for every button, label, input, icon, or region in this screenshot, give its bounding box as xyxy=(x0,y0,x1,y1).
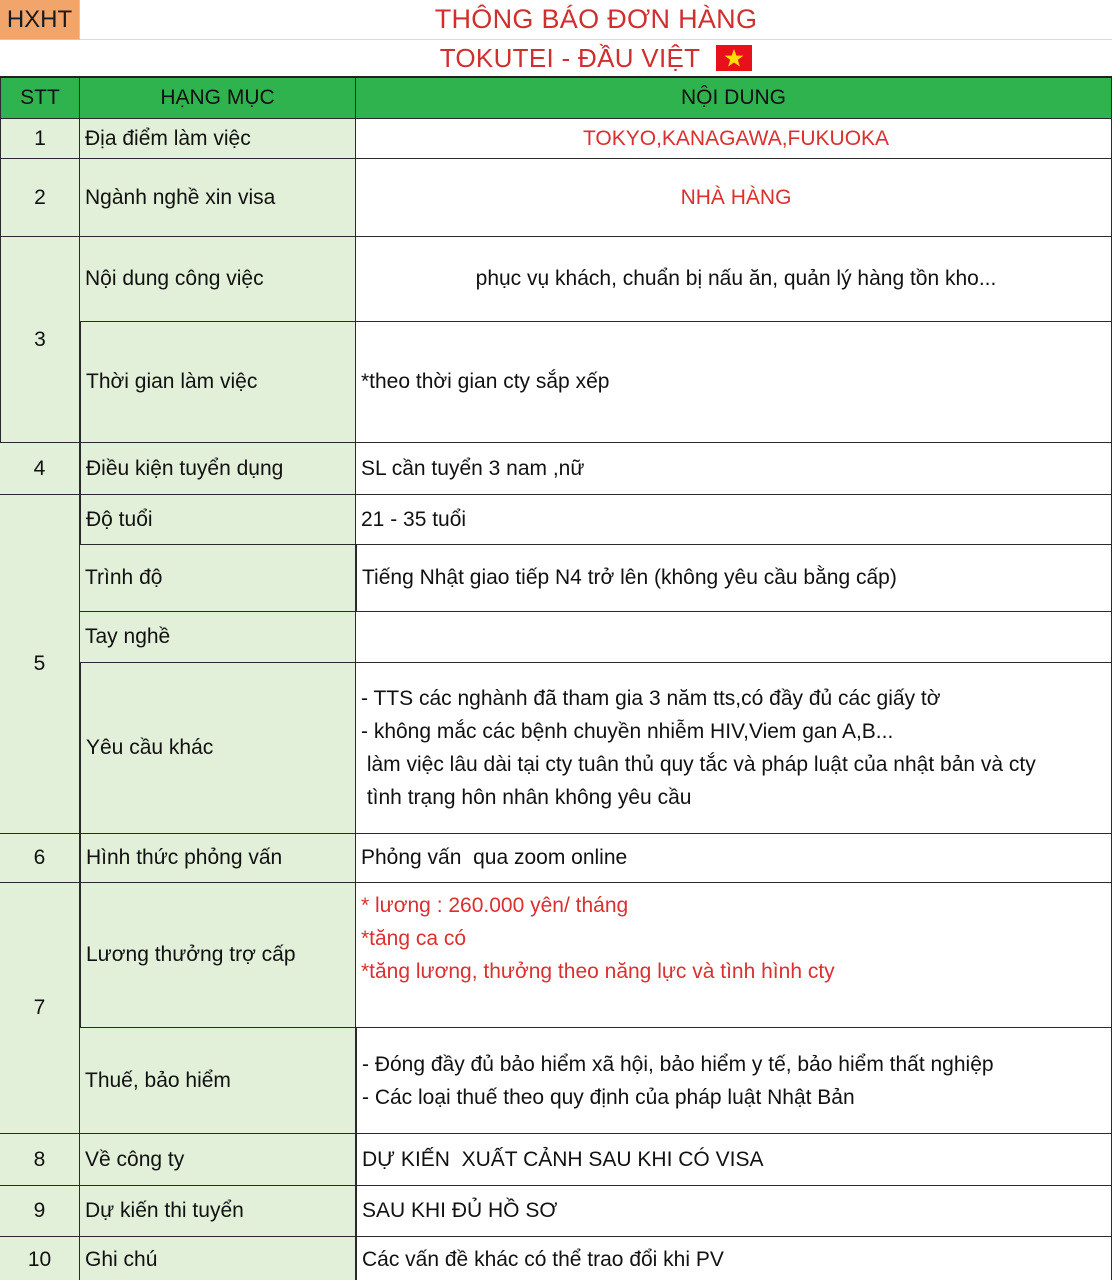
row-label-skill: Tay nghề xyxy=(80,612,356,663)
page-subtitle xyxy=(80,40,1112,76)
row-value-notes: Các vấn đề khác có thể trao đổi khi PV xyxy=(356,1237,1112,1280)
row-label-company: Về công ty xyxy=(80,1134,356,1186)
row-value-level: Tiếng Nhật giao tiếp N4 trở lên (không yêu cầu bằng cấp) xyxy=(356,545,1112,612)
row-number: 6 xyxy=(0,834,80,883)
row-number: 5 xyxy=(0,495,80,834)
column-header-stt: STT xyxy=(0,78,80,119)
column-header-content: NỘI DUNG xyxy=(356,78,1112,119)
row-value-work-time: *theo thời gian cty sắp xếp xyxy=(356,322,1112,443)
row-value-interview-format: Phỏng vấn qua zoom online xyxy=(356,834,1112,883)
row-number: 4 xyxy=(0,443,80,495)
tax-line: - Đóng đầy đủ bảo hiểm xã hội, bảo hiểm y tế, bảo hiểm thất nghiệp xyxy=(362,1052,994,1076)
job-order-table xyxy=(0,76,1112,1280)
column-header-category: HẠNG MỤC xyxy=(80,78,356,119)
row-label-interview-format: Hình thức phỏng vấn xyxy=(80,834,356,883)
row-value-salary xyxy=(356,883,1112,1028)
salary-line: * lương : 260.000 yên/ tháng xyxy=(361,894,629,917)
row-label-other-requirements: Yêu cầu khác xyxy=(80,663,356,834)
row-number: 1 xyxy=(0,119,80,159)
brand-label: HXHT xyxy=(0,0,80,40)
row-value-company: DỰ KIẾN XUẤT CẢNH SAU KHI CÓ VISA xyxy=(356,1134,1112,1186)
requirement-line: - TTS các nghành đã tham gia 3 năm tts,có đầy đủ các giấy tờ xyxy=(361,687,941,710)
row-value-recruit-conditions: SL cần tuyển 3 nam ,nữ xyxy=(356,443,1112,495)
row-value-workplace: TOKYO,KANAGAWA,FUKUOKA xyxy=(356,119,1112,159)
tax-line: - Các loại thuế theo quy định của pháp luật Nhật Bản xyxy=(362,1085,855,1109)
salary-line: *tăng ca có xyxy=(361,927,467,950)
row-label-notes: Ghi chú xyxy=(80,1237,356,1280)
row-value-age: 21 - 35 tuổi xyxy=(356,495,1112,545)
row-label-tax-insurance: Thuế, bảo hiểm xyxy=(80,1028,356,1134)
row-label-salary: Lương thưởng trợ cấp xyxy=(80,883,356,1028)
row-value-exam-schedule: SAU KHI ĐỦ HỒ SƠ xyxy=(356,1186,1112,1237)
row-label-exam-schedule: Dự kiến thi tuyển xyxy=(80,1186,356,1237)
row-label-visa-field: Ngành nghề xin visa xyxy=(80,159,356,237)
row-value-visa-field: NHÀ HÀNG xyxy=(356,159,1112,237)
row-value-tax-insurance xyxy=(356,1028,1112,1134)
subtitle-text: TOKUTEI - ĐẦU VIỆT xyxy=(439,42,701,73)
row-number: 2 xyxy=(0,159,80,237)
row-value-job-content: phục vụ khách, chuẩn bị nấu ăn, quản lý hàng tồn kho... xyxy=(356,237,1112,322)
requirement-line: làm việc lâu dài tại cty tuân thủ quy tắc và pháp luật của nhật bản và cty xyxy=(361,753,1036,776)
row-number: 3 xyxy=(0,237,80,443)
salary-line: *tăng lương, thưởng theo năng lực và tình hình cty xyxy=(361,960,835,983)
flag-star-icon xyxy=(724,48,744,68)
row-label-work-time: Thời gian làm việc xyxy=(80,322,356,443)
row-label-recruit-conditions: Điều kiện tuyển dụng xyxy=(80,443,356,495)
row-label-level: Trình độ xyxy=(80,545,356,612)
row-number: 9 xyxy=(0,1186,80,1237)
requirement-line: - không mắc các bệnh chuyền nhiễm HIV,Viem gan A,B... xyxy=(361,720,894,743)
row-number: 7 xyxy=(0,883,80,1134)
requirement-line: tình trạng hôn nhân không yêu cầu xyxy=(361,786,692,809)
row-number: 8 xyxy=(0,1134,80,1186)
row-value-skill xyxy=(356,612,1112,663)
row-label-job-content: Nội dung công việc xyxy=(80,237,356,322)
vietnam-flag-icon xyxy=(716,45,752,71)
page-title: THÔNG BÁO ĐƠN HÀNG xyxy=(80,0,1112,40)
row-label-workplace: Địa điểm làm việc xyxy=(80,119,356,159)
row-label-age: Độ tuổi xyxy=(80,495,356,545)
row-value-other-requirements xyxy=(356,663,1112,834)
row-number: 10 xyxy=(0,1237,80,1280)
